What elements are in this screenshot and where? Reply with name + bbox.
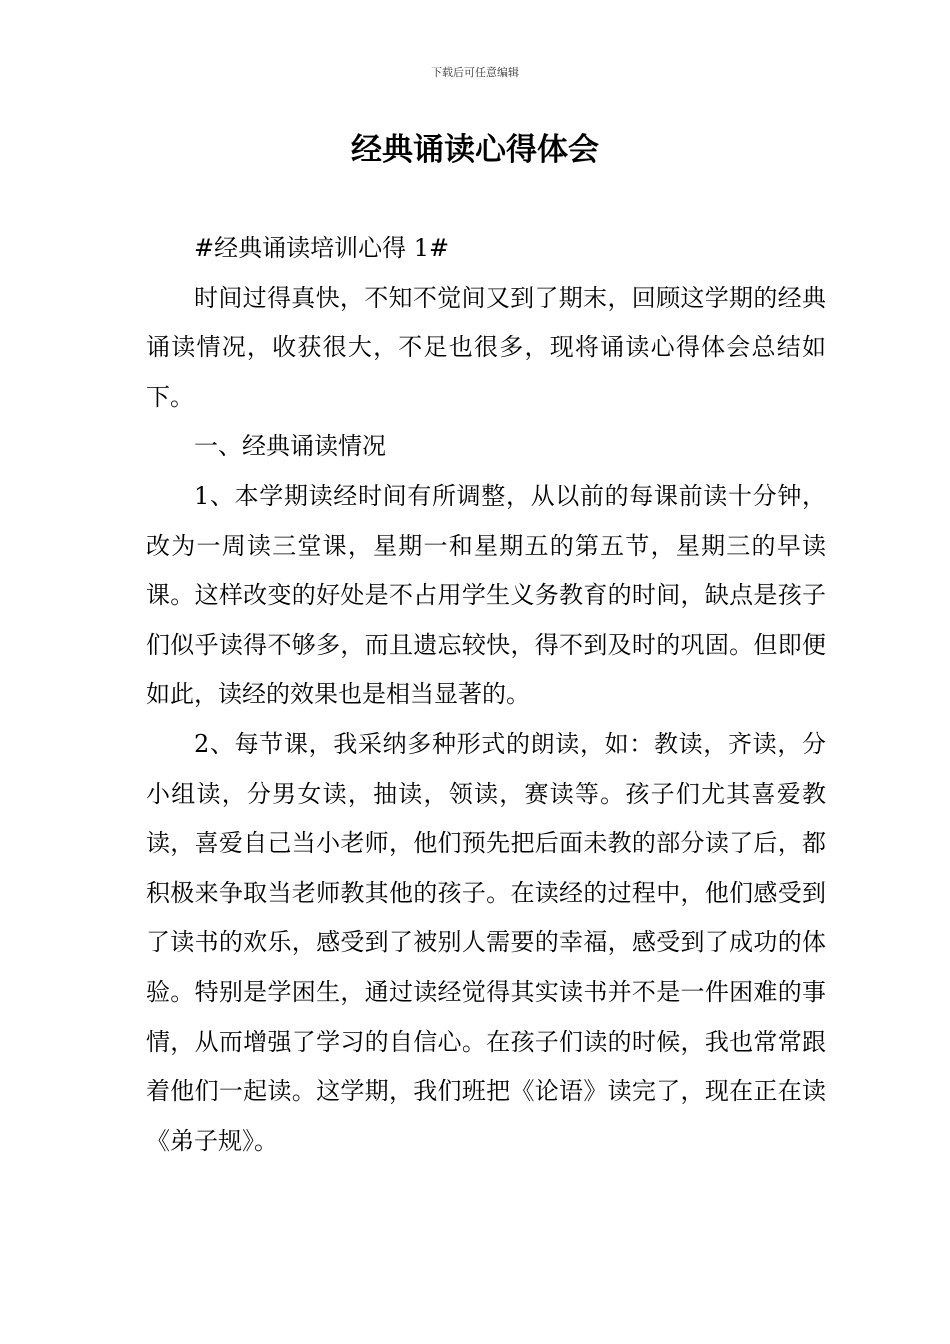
section-heading-reading-status: 一、经典诵读情况 bbox=[194, 432, 386, 461]
paragraph-point-2: 2、每节课，我采纳多种形式的朗读，如：教读，齐读，分小组读，分男女读，抽读，领读，赛读等。孩子们尤其喜爱教读，喜爱自己当小老师，他们预先把后面未教的部分读了后，都积极来争取当老师教其他的孩子。在读经的过程中，他们感受到了读书的欢乐，感受到了被别人需要的幸福，感受到了成功的体验。特别是学困生，通过读经觉得其实读书并不是一件困难的事情，从而增强了学习的自信心。在孩子们读的时候，我也常常跟着他们一起读。这学期，我们班把《论语》读完了，现在正在读《弟子规》。 bbox=[146, 729, 826, 1155]
section-heading-training: #经典诵读培训心得 1# bbox=[194, 234, 450, 262]
document-title: 经典诵读心得体会 bbox=[351, 132, 599, 168]
paragraph-intro: 时间过得真快，不知不觉间又到了期末，回顾这学期的经典诵读情况，收获很大，不足也很多，现将诵读心得体会总结如下。 bbox=[146, 283, 826, 411]
document-body bbox=[146, 224, 826, 1166]
paragraph-point-1: 1、本学期读经时间有所调整，从以前的每课前读十分钟，改为一周读三堂课，星期一和星期五的第五节，星期三的早读课。这样改变的好处是不占用学生义务教育的时间，缺点是孩子们似乎读得不够多，而且遗忘较快，得不到及时的巩固。但即便如此，读经的效果也是相当显著的。 bbox=[146, 481, 826, 709]
header-note: 下载后可任意编辑 bbox=[431, 66, 519, 79]
